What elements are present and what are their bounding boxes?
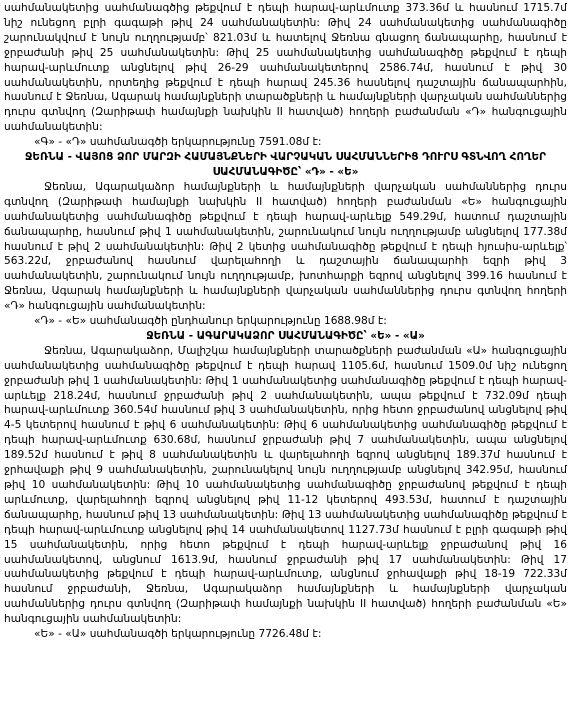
paragraph-d-e-description: Ջեռնա, Ագարակաձոր համայնքների և համայնքների վարչական սահմաններից դուրս գտնվող (Զարիթափ համայնքի նախկին II հատված) հողերի բաժանման «Ե» հանգուցային սահմանակետից սահմանագիծը թեքվում է դեպի հարավ-արևելք 549.29մ, հատում դաշտային ճանապարհը, հասնում թիվ 1 սահմանակետին, շարունակում նույն ուղղությամբ անցնելով 177.38մ հասնում է թիվ 2 սահմանակետին: Թիվ 2 կետից սահմանագիծը թեքվում է դեպի հյուսիս-արևելք՝ 563.22մ, ջրբաժանով հասնում վարելահողի և դաշտային ճանապարհի եզրի թիվ 3 սահմանակետին, շարունակում նույն ուղղությամբ, խոտհարքի եզրով անցնելով 399.16 հասնում է Ջեռնա, Ագարակ համայնքների և համայնքների վարչական սահմաններից դուրս գտնվող հողերի «Դ» հանգուցային սահմանակետին: (4, 180, 567, 313)
length-summary-g-d: «Գ» - «Դ» սահմանագծի երկարությունը 7591.08մ է: (34, 136, 322, 149)
length-summary-e-a: «Ե» - «Ա» սահմանագծի երկարությունը 7726.48մ է: (34, 628, 322, 641)
section-heading-e-a: ՋԵՌՆԱ - ԱԳԱՐԱԿԱՁՈՐ ՍԱՀՄԱՆԱԳԻԾԸ՝ «Ե» - «Ա» (146, 329, 425, 342)
section-heading-d-e: ՋԵՌՆԱ - ՎԱՅՈՑ ՁՈՐ ՄԱՐԶԻ ՀԱՄԱՅՆՔՆԵՐԻ ՎԱՐՉԱԿԱՆ ՍԱՀՄԱՆՆԵՐԻՑ ԴՈՒՐՍ ԳՏՆՎՈՂ ՀՈՂԵՐ ՍԱՀՄԱՆԱԳԻԾԸ՝ «Դ» - «Ե» (25, 151, 546, 178)
paragraph-g-d-description: սահմանակետից սահմանագծից թեքվում է դեպի հարավ-արևմուտք 373.36մ և հասնում 1715.7մ նիշ ունեցող բլրի գագաթի թիվ 24 սահմանակետին: Թիվ 24 սահմանակետից սահմանագիծը շարունակվում է նույն ուղղությամբ՝ 821.03մ և հատելով Ջեռնա գնացող ճանապարհը, հասնում է ջրբաժանի թիվ 25 սահմանակետին: Թիվ 25 սահմանակետից սահմանագիծը թեքվում է դեպի հարավ-արևմուտք անցնելով թիվ 26-29 սահմանակետերով 2586.74մ, հասնում է թիվ 30 սահմանակետին, որտեղից թեքվում է դեպի հարավ 245.36 հասնելով դաշտային ճանապարհին, հասնում է Ջեռնա, Ագարակ համայնքների տարածքների և համայնքների վարչական սահմաններից դուրս գտնվող (Զարիթափ համայնքի նախկին II հատված) հողերի բաժանման «Դ» հանգուցային սահմանակետին: (4, 2, 567, 134)
document-page (4, 1, 567, 642)
paragraph-e-a-description: Ջեռնա, Ագարակաձոր, Մալիշկա համայնքների տարածքների բաժանման «Ա» հանգուցային սահմանակետից սահմանագիծը թեքվում է դեպի հարավ 1105.6մ, հասնում 1509.0մ նիշ ունեցող ջրբաժանի թիվ 1 սահմանակետին: Թիվ 1 սահմանակետից սահմանագիծը թեքվում է դեպի հարավ-արևելք 218.24մ, հասնում ջրբաժանի թիվ 2 սահմանակետին, ապա թեքվում է 732.09մ դեպի հարավ-արևմուտք 360.54մ հասնում թիվ 3 սահմանակետին, որից հետո ջրբաժանով անցնելով թիվ 4-5 կետերով հասնում է թիվ 6 սահմանակետին: Թիվ 6 սահմանակետից սահմանագիծը թեքվում է դեպի հարավ-արևմուտք 630.68մ, հասնում ջրբաժանի թիվ 7 սահմանակետին, ապա անցնելով 189.52մ հասնում է թիվ 8 սահմանակետին և վարելահողի եզրով անցնելով 189.37մ հասնում է ջրհավաքի թիվ 9 սահմանակետին, շարունակելով նույն ուղղությամբ անցնելով 342.95մ, հասնում թիվ 10 սահմանակետին: Թիվ 10 սահմանակետից սահմանագիծը ջրբաժանով թեքվում է դեպի արևմուտք, վարելահողի եզրով անցնելով թիվ 11-12 կետերով 493.53մ, հատում է դաշտային ճանապարհը, հասնում թիվ 13 սահմանակետին: Թիվ 13 սահմանակետից սահմանագիծը թեքվում է դեպի հարավ-արևմուտք անցնելով թիվ 14 սահմանակետով 1127.73մ հասնում է բլրի գագաթի թիվ 15 սահմանակետին, որից հետո թեքվում է դեպի հարավ-արևելք ջրբաժանով թիվ 16 սահմանակետով, անցնում 1613.9մ, հասնում ջրբաժանի թիվ 17 սահմանակետին: Թիվ 17 սահմանակետից թեքվում է դեպի հարավ-արևմուտք, անցնում ջրհավաքի թիվ 18-19 722.33մ հասնում ջրբաժանի, Ջեռնա, Ագարակաձոր համայնքների և համայնքների վարչական սահմաններից դուրս գտնվող (Զարիթափ համայնքի նախկին II հատված) հողերի բաժանման «Ե» հանգուցային սահմանակետին: (4, 344, 567, 626)
length-summary-d-e: «Դ» - «Ե» սահմանագծի ընդհանուր երկարությունը 1688.98մ է: (34, 315, 387, 328)
